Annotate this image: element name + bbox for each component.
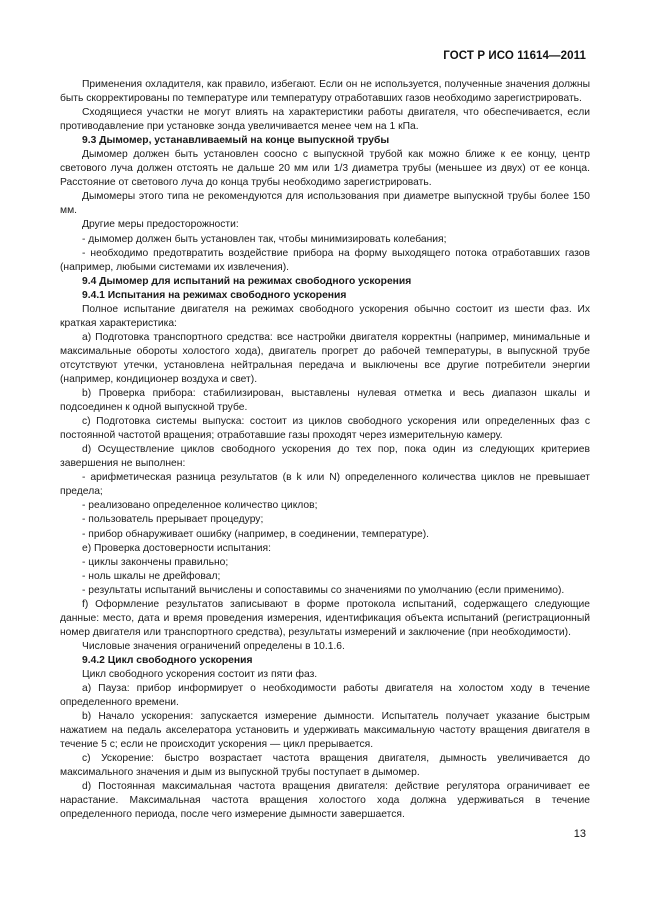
paragraph: c) Подготовка системы выпуска: состоит из циклов свободного ускорения или определенных фаз с постоянной частотой вращения; отработавшие газы проходят через измерительную камеру. bbox=[60, 416, 590, 442]
section-heading: 9.3 Дымомер, устанавливаемый на конце выпускной трубы bbox=[82, 135, 390, 147]
paragraph: Другие меры предосторожности: bbox=[82, 219, 239, 231]
paragraph: Числовые значения ограничений определены в 10.1.6. bbox=[82, 640, 345, 652]
standard-header: ГОСТ Р ИСО 11614—2011 bbox=[443, 50, 586, 62]
paragraph: b) Начало ускорения: запускается измерение дымности. Испытатель получает указание быстрым нажатием на педаль акселератора установить и удерживать максимальную частоту вращения двигателя в течение 5 с; если не происходит ускорения — цикл прерывается. bbox=[60, 711, 590, 751]
paragraph: - результаты испытаний вычислены и сопоставимы со значениями по умолчанию (если применимо). bbox=[82, 584, 565, 596]
paragraph: Применения охладителя, как правило, избегают. Если он не используется, полученные значения должны быть скорректированы по температуре или температуру отработавших газов необходимо зарегистрировать. bbox=[60, 79, 590, 105]
paragraph: - дымомер должен быть установлен так, чтобы минимизировать колебания; bbox=[82, 233, 447, 245]
paragraph: Сходящиеся участки не могут влиять на характеристики работы двигателя, что обеспечивается, если противодавление при установке зонда увеличивается менее чем на 1 кПа. bbox=[60, 107, 590, 133]
section-heading: 9.4 Дымомер для испытаний на режимах свободного ускорения bbox=[82, 275, 412, 287]
paragraph: e) Проверка достоверности испытания: bbox=[82, 542, 271, 554]
paragraph: - реализовано определенное количество циклов; bbox=[82, 500, 318, 512]
paragraph: а) Подготовка транспортного средства: все настройки двигателя корректны (например, минимальные и максимальные обороты холостого хода), двигатель прогрет до рабочей температуры, в выпускной трубе отсутствуют утечки, установлена нейтральная передача и выключены все другие потребители энергии (например, кондиционер воздуха и свет). bbox=[60, 331, 590, 385]
paragraph: - прибор обнаруживает ошибку (например, в соединении, температуре). bbox=[82, 528, 430, 540]
paragraph: а) Пауза: прибор информирует о необходимости работы двигателя на холостом ходу в течение определенного времени. bbox=[60, 683, 590, 709]
paragraph: - пользователь прерывает процедуру; bbox=[82, 514, 264, 526]
paragraph: - арифметическая разница результатов (в k или N) определенного количества циклов не превышает предела; bbox=[60, 472, 590, 498]
paragraph: - ноль шкалы не дрейфовал; bbox=[82, 570, 221, 582]
paragraph: Цикл свободного ускорения состоит из пяти фаз. bbox=[82, 668, 318, 680]
section-heading: 9.4.2 Цикл свободного ускорения bbox=[82, 654, 253, 666]
paragraph: f) Оформление результатов записывают в форме протокола испытаний, содержащего следующие данные: место, дата и время проведения измерения, идентификация объекта испытаний (регистрационный номер двигателя или транспортного средства), результаты измерений и заключение (при необходимости). bbox=[60, 598, 590, 638]
paragraph: b) Проверка прибора: стабилизирован, выставлены нулевая отметка и весь диапазон шкалы и подсоединен к одной выпускной трубе. bbox=[60, 388, 590, 414]
paragraph: - необходимо предотвратить воздействие прибора на форму выходящего потока отработавших газов (например, любыми системами их извлечения). bbox=[60, 247, 590, 273]
section-heading: 9.4.1 Испытания на режимах свободного ускорения bbox=[82, 289, 347, 301]
paragraph: d) Осуществление циклов свободного ускорения до тех пор, пока один из следующих критериев завершения не выполнен: bbox=[60, 444, 590, 470]
page-number: 13 bbox=[573, 828, 586, 840]
paragraph: Дымомеры этого типа не рекомендуются для использования при диаметре выпускной трубы более 150 мм. bbox=[60, 191, 590, 217]
paragraph: d) Постоянная максимальная частота вращения двигателя: действие регулятора ограничивает ее нарастание. Максимальная частота вращения холостого хода должна удерживаться в течение определенного периода, после чего измерение дымности завершается. bbox=[60, 781, 590, 821]
paragraph: c) Ускорение: быстро возрастает частота вращения двигателя, дымность увеличивается до максимального значения и дым из выпускной трубы поступает в дымомер. bbox=[60, 753, 590, 779]
paragraph: Полное испытание двигателя на режимах свободного ускорения обычно состоит из шести фаз. Их краткая характеристика: bbox=[60, 303, 590, 329]
paragraph: - циклы закончены правильно; bbox=[82, 556, 229, 568]
paragraph: Дымомер должен быть установлен соосно с выпускной трубой как можно ближе к ее концу, центр светового луча должен отстоять не дальше 20 мм или 1/3 диаметра трубы (меньшее из двух) от ее конца. Расстояние от светового луча до конца трубы необходимо зарегистрировать. bbox=[60, 149, 590, 189]
document-body bbox=[60, 78, 590, 822]
